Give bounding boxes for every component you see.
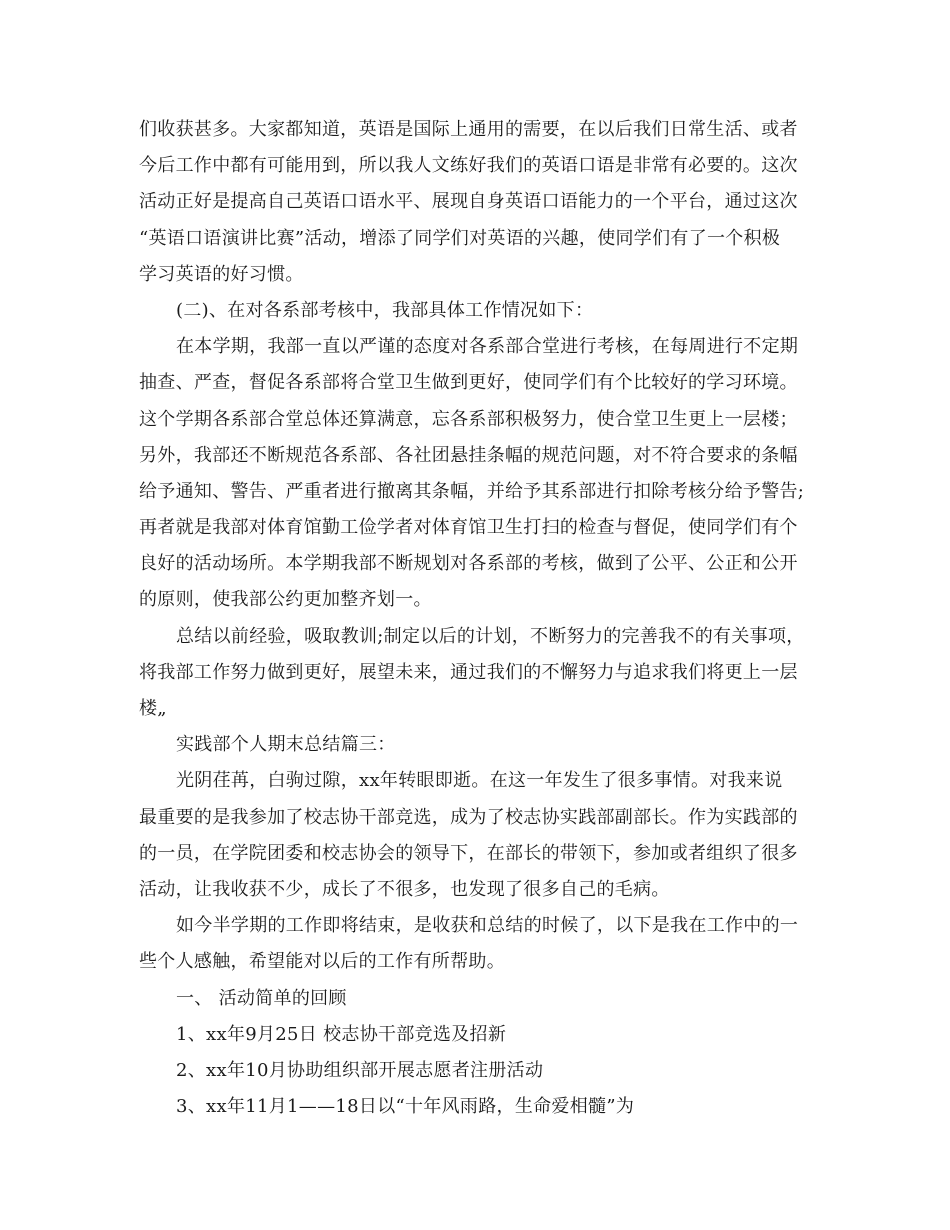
- text-line: 将我部工作努力做到更好，展望未来，通过我们的不懈努力与追求我们将更上一层: [139, 661, 798, 683]
- text-line: 活动，让我收获不少，成长了不很多，也发现了很多自己的毛病。: [139, 878, 670, 900]
- list-item: 1、xx年9月25日 校志协干部竞选及招新: [176, 1023, 507, 1045]
- text-line: 们收获甚多。大家都知道，英语是国际上通用的需要，在以后我们日常生活、或者: [139, 119, 798, 140]
- text-line: “英语口语演讲比赛”活动，增添了同学们对英语的兴趣，使同学们有了一个积极: [139, 227, 781, 249]
- list-item: 2、xx年10月协助组织部开展志愿者注册活动: [176, 1059, 544, 1081]
- text-line: 给予通知、警告、严重者进行撤离其条幅，并给予其系部进行扣除考核分给予警告;: [139, 480, 805, 502]
- text-line: 些个人感触，希望能对以后的工作有所帮助。: [139, 951, 505, 973]
- list-heading: 一、 活动简单的回顾: [176, 987, 347, 1009]
- section-heading: (二)、在对各系部考核中，我部具体工作情况如下：: [176, 299, 594, 321]
- text-line: 最重要的是我参加了校志协干部竞选，成为了校志协实践部副部长。作为实践部的: [139, 806, 798, 828]
- text-line: 抽查、严查，督促各系部将合堂卫生做到更好，使同学们有个比较好的学习环境。: [139, 372, 798, 394]
- text-line: 光阴荏苒，白驹过隙，xx年转眼即逝。在这一年发生了很多事情。对我来说: [176, 770, 783, 792]
- text-line: 在本学期，我部一直以严谨的态度对各系部合堂进行考核，在每周进行不定期: [176, 336, 799, 358]
- text-line: 活动正好是提高自己英语口语水平、展现自身英语口语能力的一个平台，通过这次: [139, 191, 798, 213]
- document-body: [139, 112, 819, 1125]
- text-line: 楼„: [139, 698, 167, 719]
- text-line: 这个学期各系部合堂总体还算满意，忘各系部积极努力，使合堂卫生更上一层楼；: [139, 408, 798, 430]
- text-line: 再者就是我部对体育馆勤工俭学者对体育馆卫生打扫的检查与督促，使同学们有个: [139, 517, 798, 539]
- text-line: 另外，我部还不断规范各系部、各社团悬挂条幅的规范问题，对不符合要求的条幅: [139, 444, 798, 466]
- list-item: 3、xx年11月1——18日以“十年风雨路，生命爱相髓”为: [176, 1096, 635, 1118]
- text-line: 如今半学期的工作即将结束，是收获和总结的时候了，以下是我在工作中的一: [176, 915, 799, 937]
- text-line: 总结以前经验，吸取教训;制定以后的计划，不断努力的完善我不的有关事项，: [176, 625, 805, 647]
- section-heading: 实践部个人期末总结篇三：: [176, 734, 396, 756]
- text-line: 良好的活动场所。本学期我部不断规划对各系部的考核，做到了公平、公正和公开: [139, 553, 798, 575]
- text-line: 的原则，使我部公约更加整齐划一。: [139, 589, 432, 611]
- text-line: 今后工作中都有可能用到，所以我人文练好我们的英语口语是非常有必要的。这次: [139, 155, 798, 177]
- text-line: 的一员，在学院团委和校志协会的领导下，在部长的带领下，参加或者组织了很多: [139, 842, 798, 864]
- text-line: 学习英语的好习惯。: [139, 263, 304, 285]
